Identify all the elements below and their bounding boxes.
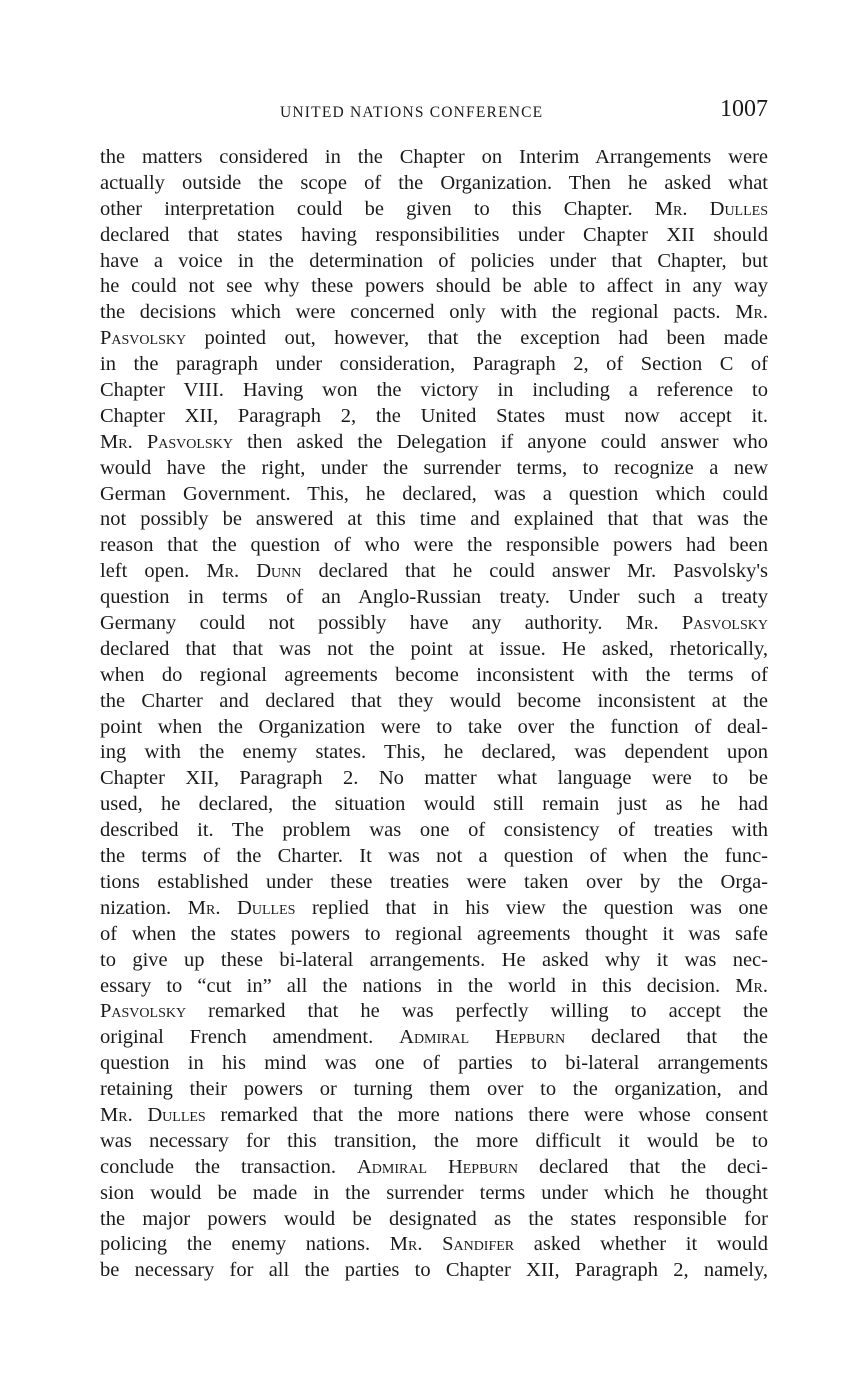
speaker-name: Mr. Pasvolsky [100,430,233,453]
speaker-name: Admiral Hepburn [399,1026,566,1049]
text-line [100,404,768,430]
text-line [100,766,768,792]
text-line [100,792,768,818]
text-run: Chapter XII, Paragraph 2. No matter what language were to be [100,767,768,790]
text-run: retaining their powers or turning them over to the organization, and [100,1078,768,1101]
text-run: German Government. This, he declared, was a question which could [100,482,768,505]
text-line [100,223,768,249]
text-run: in the paragraph under consideration, Paragraph 2, of Section C of [100,353,768,376]
text-line [100,430,768,456]
text-line [100,456,768,482]
text-line [100,482,768,508]
text-line [100,274,768,300]
text-run: he could not see why these powers should be able to affect in any way [100,275,768,298]
text-run: be necessary for all the parties to Chapter XII, Paragraph 2, namely, [100,1259,768,1282]
text-line [100,249,768,275]
text-line [100,1181,768,1207]
text-run: declared that he could answer Mr. Pasvolsky's [301,560,768,583]
text-line [100,1025,768,1051]
text-run: ing with the enemy states. This, he declared, was dependent upon [100,741,768,764]
text-line [100,507,768,533]
text-run: Chapter XII, Paragraph 2, the United States must now accept it. [100,404,768,427]
text-line [100,896,768,922]
text-run: the terms of the Charter. It was not a question of when the func- [100,845,768,868]
text-run: declared that states having responsibilities under Chapter XII should [100,223,768,246]
text-line [100,611,768,637]
text-run: actually outside the scope of the Organization. Then he asked what [100,171,768,194]
speaker-name: Mr. Dulles [187,896,296,919]
text-line [100,740,768,766]
text-line [100,1207,768,1233]
running-title: UNITED NATIONS CONFERENCE [280,104,544,121]
text-run: left open. [100,560,207,583]
text-line [100,974,768,1000]
text-line [100,145,768,171]
speaker-name: Mr. Dulles [100,1103,206,1126]
text-run: declared that the [565,1026,768,1049]
text-run: question in his mind was one of parties to bi-lateral arrangements [100,1052,768,1075]
text-run: the matters considered in the Chapter on Interim Arrangements were [100,146,768,168]
text-line [100,326,768,352]
text-line [100,637,768,663]
speaker-name: Mr. Pasvolsky [625,612,768,635]
text-run: question in terms of an Anglo-Russian treaty. Under such a treaty [100,586,768,609]
text-line [100,585,768,611]
text-run: not possibly be answered at this time and explained that that was the [100,508,768,531]
speaker-name: Mr. Dulles [654,197,768,220]
speaker-name: Mr. Dunn [206,560,302,583]
text-run: Germany could not possibly have any authority. [100,612,626,635]
text-run: nization. [100,896,188,919]
text-line [100,1077,768,1103]
speaker-name: Mr. [735,301,768,324]
text-run: declared that the deci- [518,1155,768,1178]
speaker-name: Mr. Sandifer [389,1233,515,1256]
text-run: the decisions which were concerned only with the regional pacts. [100,301,736,324]
text-run: of when the states powers to regional agreements thought it was safe [100,922,768,945]
text-run: policing the enemy nations. [100,1233,390,1256]
text-line [100,818,768,844]
text-line [100,378,768,404]
page-number: 1007 [720,96,768,122]
text-run: asked whether it would [514,1233,769,1256]
text-line [100,663,768,689]
text-run: used, he declared, the situation would still remain just as he had [100,793,768,816]
text-line [100,715,768,741]
text-line [100,1232,768,1258]
text-run: would have the right, under the surrender terms, to recognize a new [100,456,768,479]
text-run: declared that that was not the point at issue. He asked, rhetorically, [100,637,768,660]
text-run: tions established under these treaties were taken over by the Orga- [100,870,768,893]
text-line [100,844,768,870]
text-line [100,559,768,585]
body-text [100,145,768,1284]
text-line [100,533,768,559]
text-run: remarked that the more nations there were whose consent [205,1103,769,1126]
text-run: original French amendment. [100,1026,400,1049]
text-run: pointed out, however, that the exception had been made [186,327,768,350]
text-run: have a voice in the determination of policies under that Chapter, but [100,249,768,272]
speaker-name: Pasvolsky [100,327,187,350]
text-line [100,300,768,326]
text-line [100,197,768,223]
text-run: other interpretation could be given to this Chapter. [100,197,655,220]
text-run: remarked that he was perfectly willing to accept the [186,1000,768,1023]
speaker-name: Admiral Hepburn [356,1155,518,1178]
text-run: essary to “cut in” all the nations in the world in this decision. [100,974,736,997]
text-line [100,948,768,974]
text-line [100,1103,768,1129]
text-run: was necessary for this transition, the more difficult it would be to [100,1129,768,1152]
text-run: Chapter VIII. Having won the victory in including a reference to [100,379,768,402]
text-run: conclude the transaction. [100,1155,357,1178]
text-line [100,870,768,896]
text-run: sion would be made in the surrender terms under which he thought [100,1181,768,1204]
text-run: the major powers would be designated as the states responsible for [100,1207,768,1230]
text-run: then asked the Delegation if anyone could answer who [232,430,768,453]
text-run: the Charter and declared that they would become inconsistent at the [100,689,768,712]
text-line [100,1129,768,1155]
text-run: described it. The problem was one of consistency of treaties with [100,819,768,842]
text-run: point when the Organization were to take over the function of deal- [100,715,768,738]
speaker-name: Mr. [735,974,768,997]
text-line [100,999,768,1025]
text-line [100,922,768,948]
text-line [100,689,768,715]
text-line [100,352,768,378]
text-run: reason that the question of who were the responsible powers had been [100,534,768,557]
text-line [100,1155,768,1181]
text-run: replied that in his view the question was one [295,896,768,919]
speaker-name: Pasvolsky [100,1000,187,1023]
text-run: when do regional agreements become inconsistent with the terms of [100,663,768,686]
text-run: to give up these bi-lateral arrangements. He asked why it was nec- [100,948,768,971]
running-head [100,96,768,130]
text-line [100,171,768,197]
text-line [100,1051,768,1077]
text-line [100,1258,768,1284]
